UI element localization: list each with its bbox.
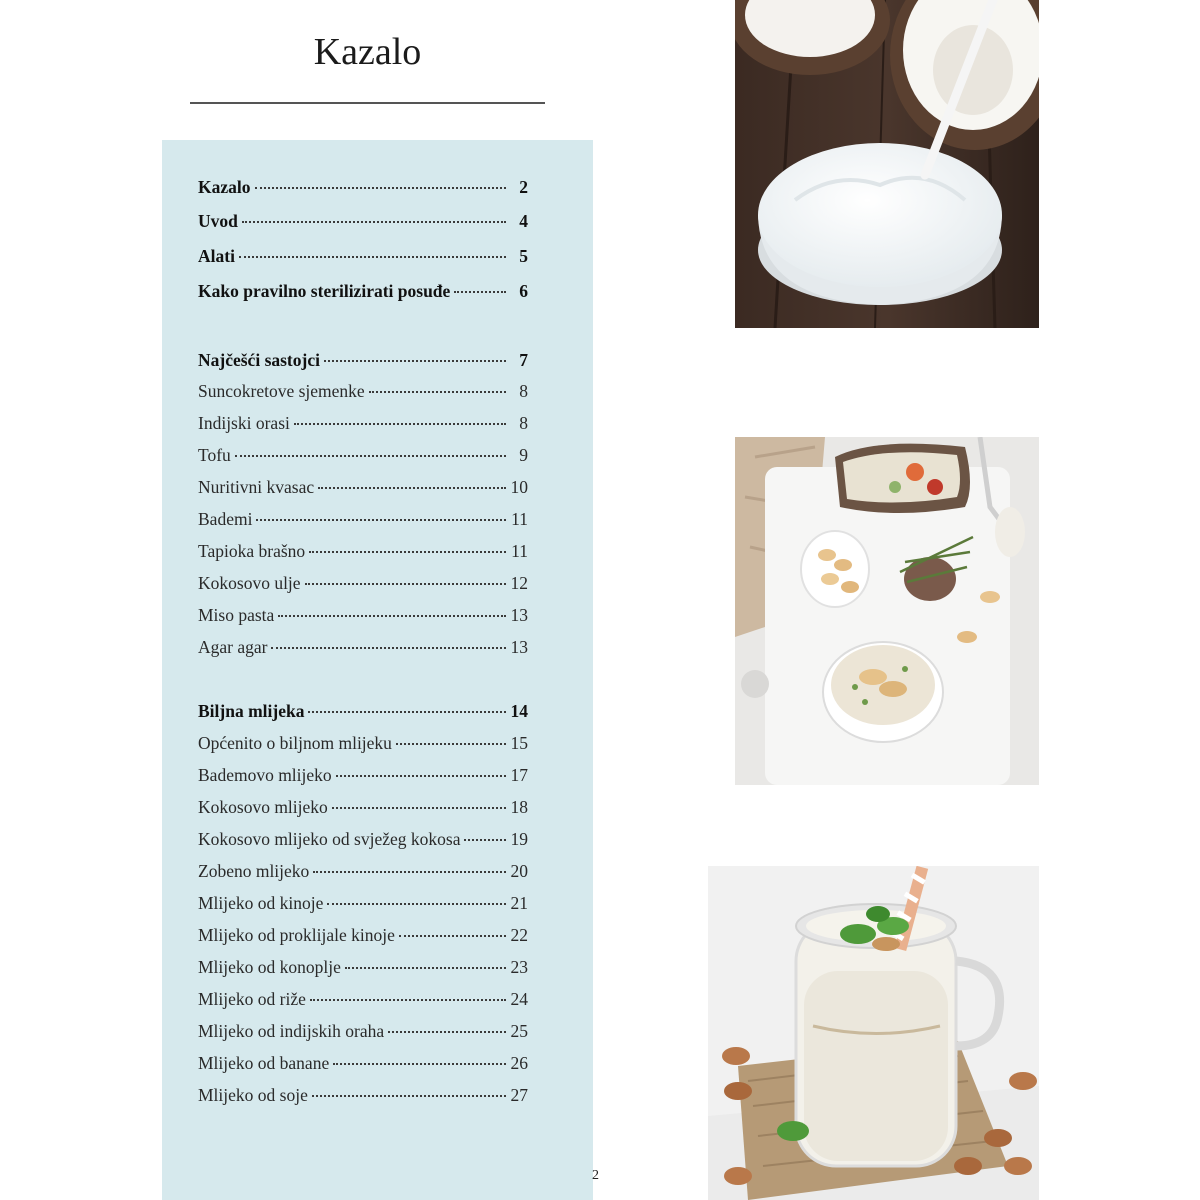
toc-entry-label: Kokosovo mlijeko od svježeg kokosa — [198, 829, 461, 849]
toc-entry-page: 5 — [519, 246, 528, 266]
toc-entry-label: Bademi — [198, 509, 253, 529]
toc-entry[interactable] — [198, 605, 528, 631]
toc-entry-page: 4 — [519, 211, 528, 231]
toc-entry-label: Biljna mlijeka — [198, 701, 305, 721]
toc-dot-leader — [464, 839, 506, 841]
toc-entry[interactable] — [198, 211, 528, 237]
toc-entry-label: Agar agar — [198, 637, 268, 657]
toc-entry[interactable] — [198, 477, 528, 503]
toc-entry[interactable] — [198, 1053, 528, 1079]
toc-entry-label: Kazalo — [198, 177, 251, 197]
toc-dot-leader — [305, 583, 506, 585]
toc-entry[interactable] — [198, 989, 528, 1015]
toc-entry-page: 13 — [510, 637, 528, 657]
toc-entry-label: Tofu — [198, 445, 231, 465]
toc-entry[interactable] — [198, 1085, 528, 1111]
toc-entry-label: Mlijeko od konoplje — [198, 957, 341, 977]
toc-entry-label: Nuritivni kvasac — [198, 477, 315, 497]
toc-dot-leader — [324, 360, 506, 362]
toc-entry-label: Indijski orasi — [198, 413, 290, 433]
toc-dot-leader — [278, 615, 506, 617]
page-title: Kazalo — [313, 31, 422, 73]
toc-entry-label: Kokosovo ulje — [198, 573, 301, 593]
toc-dot-leader — [312, 1095, 506, 1097]
toc-entry-page: 24 — [510, 989, 528, 1009]
toc-dot-leader — [309, 551, 506, 553]
toc-dot-leader — [318, 487, 506, 489]
toc-dot-leader — [388, 1031, 506, 1033]
toc-entry-label: Mlijeko od indijskih oraha — [198, 1021, 385, 1041]
toc-entry-page: 25 — [510, 1021, 528, 1041]
toc-entry-label: Mlijeko od banane — [198, 1053, 330, 1073]
toc-entry-label: Najčešći sastojci — [198, 350, 320, 370]
toc-entry[interactable] — [198, 733, 528, 759]
toc-entry[interactable] — [198, 765, 528, 791]
toc-entry[interactable] — [198, 350, 528, 376]
toc-entry[interactable] — [198, 861, 528, 887]
toc-dot-leader — [255, 187, 507, 189]
toc-entry[interactable] — [198, 957, 528, 983]
toc-dot-leader — [271, 647, 506, 649]
toc-entry-label: Bademovo mlijeko — [198, 765, 332, 785]
toc-entry[interactable] — [198, 1021, 528, 1047]
toc-dot-leader — [327, 903, 506, 905]
toc-entry-page: 17 — [510, 765, 528, 785]
page-number: 2 — [592, 1168, 599, 1183]
toc-entry-page: 12 — [510, 573, 528, 593]
toc-dot-leader — [313, 871, 506, 873]
toc-entry-page: 26 — [510, 1053, 528, 1073]
toc-entry-page: 20 — [510, 861, 528, 881]
toc-entry-page: 22 — [510, 925, 528, 945]
toc-entry[interactable] — [198, 541, 528, 567]
toc-entry-page: 21 — [510, 893, 528, 913]
coconut-yogurt-photo — [735, 0, 1039, 328]
toc-entry-label: Zobeno mlijeko — [198, 861, 310, 881]
toc-dot-leader — [310, 999, 506, 1001]
toc-entry-label: Miso pasta — [198, 605, 275, 625]
toc-entry-label: Tapioka brašno — [198, 541, 306, 561]
toc-entry[interactable] — [198, 797, 528, 823]
toc-entry-page: 11 — [511, 541, 528, 561]
toc-dot-leader — [336, 775, 506, 777]
toc-entry-label: Kako pravilno sterilizirati posuđe — [198, 281, 451, 301]
toc-entry-page: 15 — [510, 733, 528, 753]
toc-entry[interactable] — [198, 573, 528, 599]
toc-dot-leader — [308, 711, 506, 713]
cashew-spread-photo — [735, 437, 1039, 785]
toc-dot-leader — [333, 1063, 506, 1065]
toc-entry-label: Mlijeko od proklijale kinoje — [198, 925, 395, 945]
toc-entry-page: 8 — [519, 413, 528, 433]
toc-entry[interactable] — [198, 281, 528, 307]
almond-milk-photo — [708, 866, 1039, 1200]
toc-entry-page: 8 — [519, 381, 528, 401]
toc-entry-page: 27 — [510, 1085, 528, 1105]
toc-entry-page: 9 — [519, 445, 528, 465]
toc-entry-page: 13 — [510, 605, 528, 625]
toc-dot-leader — [294, 423, 506, 425]
toc-entry[interactable] — [198, 381, 528, 407]
toc-entry[interactable] — [198, 893, 528, 919]
toc-entry[interactable] — [198, 246, 528, 272]
toc-entry-label: Uvod — [198, 211, 238, 231]
toc-entry-label: Alati — [198, 246, 235, 266]
toc-dot-leader — [454, 291, 506, 293]
toc-entry-page: 19 — [510, 829, 528, 849]
toc-entry[interactable] — [198, 177, 528, 203]
toc-entry-page: 14 — [510, 701, 528, 721]
toc-entry[interactable] — [198, 925, 528, 951]
toc-dot-leader — [256, 519, 506, 521]
toc-entry[interactable] — [198, 445, 528, 471]
toc-entry-label: Kokosovo mlijeko — [198, 797, 328, 817]
toc-dot-leader — [235, 455, 506, 457]
toc-panel — [162, 140, 593, 1200]
title-divider — [190, 102, 545, 104]
toc-entry-label: Mlijeko od kinoje — [198, 893, 324, 913]
toc-entry-page: 2 — [519, 177, 528, 197]
toc-dot-leader — [345, 967, 506, 969]
toc-entry[interactable] — [198, 509, 528, 535]
toc-dot-leader — [239, 256, 506, 258]
toc-entry-page: 23 — [510, 957, 528, 977]
toc-entry[interactable] — [198, 637, 528, 663]
toc-entry[interactable] — [198, 829, 528, 855]
toc-entry-page: 18 — [510, 797, 528, 817]
toc-entry-page: 10 — [510, 477, 528, 497]
toc-entry-label: Mlijeko od riže — [198, 989, 306, 1009]
toc-entry-page: 6 — [519, 281, 528, 301]
toc-dot-leader — [242, 221, 506, 223]
toc-dot-leader — [396, 743, 506, 745]
toc-entry-label: Mlijeko od soje — [198, 1085, 308, 1105]
toc-entry-label: Suncokretove sjemenke — [198, 381, 365, 401]
toc-entry-page: 11 — [511, 509, 528, 529]
toc-dot-leader — [369, 391, 506, 393]
toc-entry-label: Općenito o biljnom mlijeku — [198, 733, 392, 753]
toc-dot-leader — [399, 935, 506, 937]
toc-entry[interactable] — [198, 701, 528, 727]
toc-dot-leader — [332, 807, 506, 809]
toc-entry[interactable] — [198, 413, 528, 439]
toc-entry-page: 7 — [519, 350, 528, 370]
